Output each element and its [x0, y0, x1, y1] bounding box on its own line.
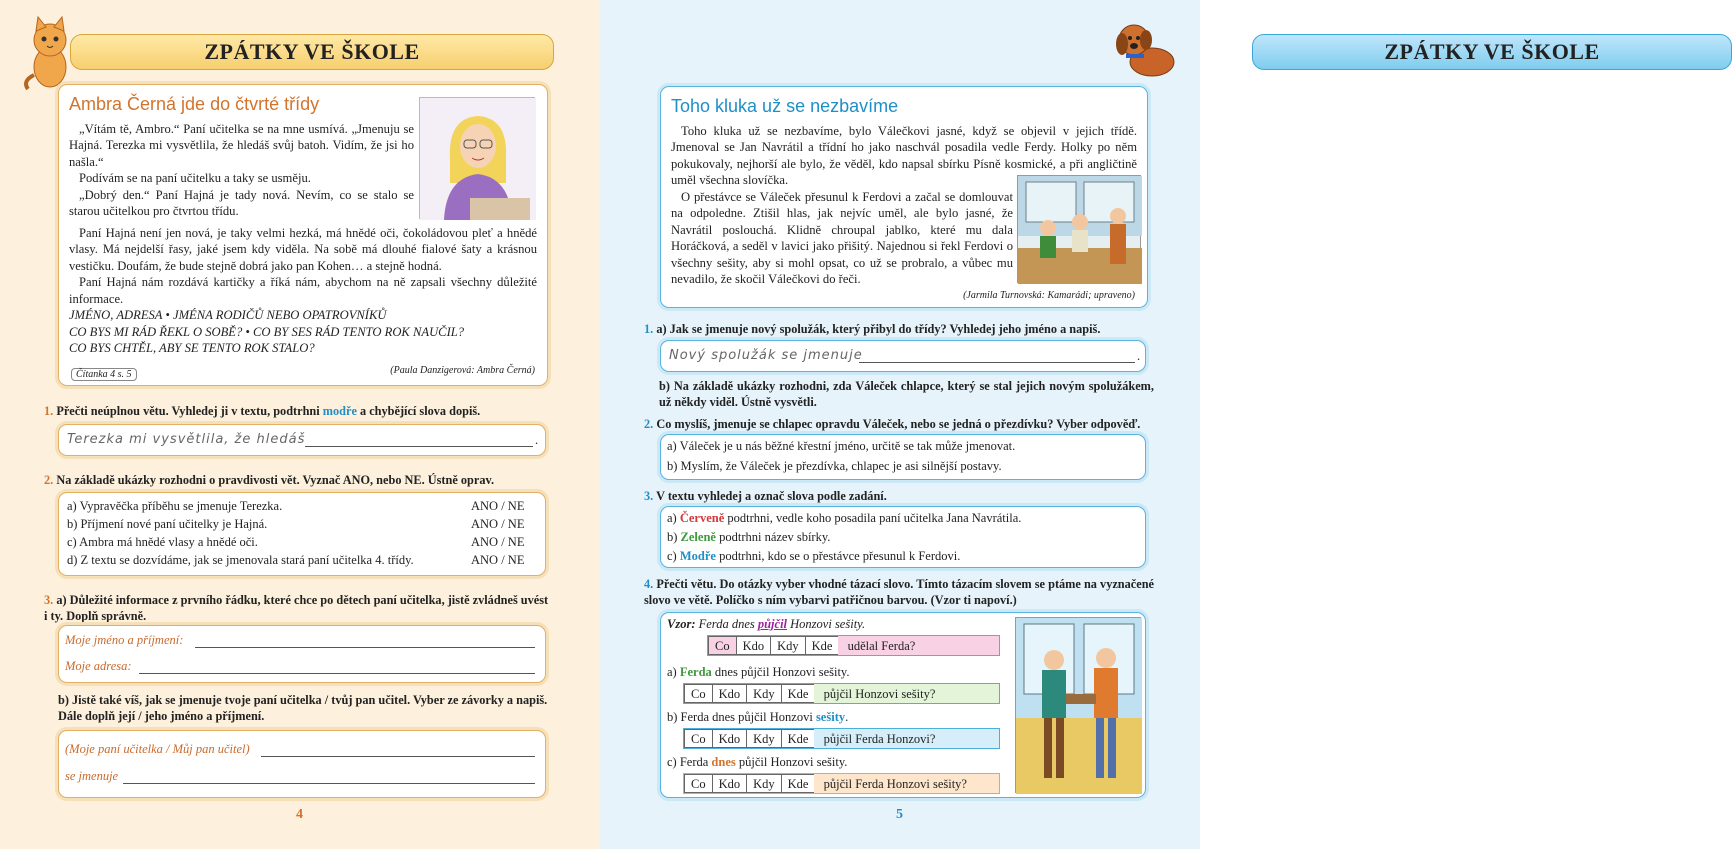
task-1b — [659, 378, 1154, 410]
story-paragraph: Toho kluka už se nezbavíme, bylo Válečkovi jasné, když se objevil v jejich třídě. Jmenoval se Jan Navrátil a třídní ho jako naschvál posadila vedle Ferdy. Holky po něm pokukovaly, nejhorší ale bylo, že věděl, kdo napsal sbírku Písně kosmické, a při angličtině uměl všechna slovíčka. — [671, 124, 1137, 188]
story-text-wide — [69, 225, 537, 307]
story-text — [69, 121, 414, 219]
answer-option[interactable]: a) Váleček je u nás běžné křestní jméno, určitě se tak může jmenovat. — [667, 439, 1016, 453]
story-source: (Jarmila Turnovská: Kamarádi; upraveno) — [963, 290, 1135, 301]
task-text: Přečti větu. Do otázky vyber vhodné tázací slovo. Tímto tázacím slovem se ptáme na vyznačené slovo ve větě. Políčko s ním vybarvi patřičnou barvou. (Vzor ti napoví.) — [644, 577, 1155, 607]
qword-kdy[interactable]: Kdy — [746, 774, 781, 793]
item-text: podtrhni, vedle koho posadila paní učitelka Jana Navrátila. — [724, 511, 1022, 525]
task-text: Co myslíš, jmenuje se chlapec opravdu Váleček, nebo se jedná o přezdívku? Vyber odpověď. — [656, 417, 1141, 431]
card-questions — [69, 307, 464, 357]
answer-period: . — [1137, 349, 1141, 363]
highlighted-word: sešity — [815, 710, 846, 724]
task-3b-box — [58, 730, 546, 798]
task-number: 2. — [644, 417, 654, 431]
task-4 — [644, 576, 1154, 608]
qword-kdo[interactable]: Kdo — [712, 729, 747, 748]
marking-instruction — [667, 511, 1021, 526]
question-rest: půjčil Ferda Honzovi sešity? — [823, 777, 967, 791]
question-rest: půjčil Ferda Honzovi? — [823, 732, 936, 746]
sentence-part: Honzovi sešity. — [787, 617, 866, 631]
address-input-line[interactable] — [139, 660, 535, 674]
task-text: Přečti neúplnou větu. Vyhledej ji v textu, podtrhni — [56, 404, 323, 418]
teacher-name-line[interactable] — [123, 770, 535, 784]
qword-kde[interactable]: Kde — [781, 729, 815, 748]
task-text: a) Důležité informace z prvního řádku, které chce po dětech paní učitelka, jistě zvládneš uvést i ty. Doplň správně. — [44, 593, 549, 623]
story-paragraph: „Dobrý den.“ Paní Hajná je tady nová. Nevím, co se stalo se starou učitelkou pro čtvrtou třídu. — [69, 187, 414, 219]
handwritten-prompt: Terezka mi vysvětlila, že hledáš — [67, 432, 306, 447]
story-paragraph: „Vítám tě, Ambro.“ Paní učitelka se na mne usmívá. „Jmenuju se Hajná. Terezka mi vysvětlila, že hledáš svůj batoh. Vidím, že jsi ho našla.“ — [69, 122, 414, 169]
question-rest: udělal Ferda? — [847, 639, 916, 653]
field-label: (Moje paní učitelka / Můj pan učitel) — [65, 742, 250, 756]
task-number: 2. — [44, 473, 54, 487]
statement: c) Ambra má hnědé vlasy a hnědé oči. — [67, 535, 258, 549]
task-text: a chybějící slova dopiš. — [356, 404, 481, 418]
qword-kde[interactable]: Kde — [781, 684, 815, 703]
question-rest: půjčil Honzovi sešity? — [823, 687, 936, 701]
task-2-box — [660, 434, 1146, 480]
qword-kdo[interactable]: Kdo — [736, 636, 771, 655]
qword-co[interactable]: Co — [684, 729, 712, 748]
color-word-blue: Modře — [679, 549, 716, 563]
task-2 — [44, 472, 554, 488]
task-number: 1. — [644, 322, 654, 336]
left-page — [0, 0, 600, 849]
color-word-green: Zeleně — [680, 530, 716, 544]
story-source: (Paula Danzigerová: Ambra Černá) — [390, 365, 535, 376]
dog-icon — [1112, 18, 1182, 80]
right-page — [600, 0, 1600, 849]
ano-ne-choice[interactable]: ANO / NE — [471, 517, 525, 531]
answer-option[interactable]: b) Myslím, že Váleček je přezdívka, chlapec je asi silnější postavy. — [667, 459, 1002, 473]
task-text: b) Jistě také víš, jak se jmenuje tvoje paní učitelka / tvůj pan učitel. Vyber ze závorky a napiš. Dále doplň její / jeho jméno a příjmení. — [58, 693, 548, 723]
qword-kdy[interactable]: Kdy — [746, 729, 781, 748]
task-2 — [644, 416, 1164, 432]
task-3b — [58, 692, 548, 724]
story-paragraph: Podívám se na paní učitelku a taky se usměju. — [79, 171, 311, 186]
qword-kdo[interactable]: Kdo — [712, 684, 747, 703]
marking-instruction — [667, 549, 960, 564]
answer-line[interactable] — [305, 433, 533, 447]
story-box — [660, 86, 1148, 308]
card-question-line: JMÉNO, ADRESA • JMÉNA RODIČŮ NEBO OPATROVNÍKŮ — [69, 308, 387, 322]
ano-ne-choice[interactable]: ANO / NE — [471, 535, 525, 549]
field-label: Moje adresa: — [65, 659, 132, 673]
ano-ne-choice[interactable]: ANO / NE — [471, 553, 525, 567]
color-word-red: Červeně — [679, 511, 725, 525]
question-row — [683, 683, 1000, 704]
name-input-line[interactable] — [195, 634, 535, 648]
story-paragraph: Paní Hajná není jen nová, je taky velmi hezká, má hnědé oči, čokoládovou pleť a hnědé vlasy. Má nejdelší řasy, jaké jsem kdy viděla. Na sobě má dlouhé fialové šaty a krásnou vestičku. Doufám, že bude stejně dobrá jako pan Kohen… a stejně hodná. — [69, 226, 537, 273]
story-text-narrow — [671, 189, 1013, 287]
task-text: a) Jak se jmenuje nový spolužák, který přibyl do třídy? Vyhledej jeho jméno a napiš. — [656, 322, 1101, 336]
story-title: Toho kluka už se nezbavíme — [671, 96, 899, 116]
item-prefix: b) — [667, 530, 681, 544]
task-number: 4. — [644, 577, 654, 591]
answer-line[interactable] — [859, 349, 1135, 363]
task-text: Na základě ukázky rozhodni o pravdivosti vět. Vyznač ANO, nebo NE. Ústně oprav. — [56, 473, 495, 487]
sentence-part: půjčil Honzovi sešity. — [735, 755, 848, 769]
highlighted-word: půjčil — [757, 617, 788, 631]
qword-kdy[interactable]: Kdy — [746, 684, 781, 703]
example-sentence — [667, 617, 865, 632]
example-label: Vzor: — [667, 617, 696, 631]
qword-co[interactable]: Co — [684, 774, 712, 793]
card-question-line: CO BYS CHTĚL, ABY SE TENTO ROK STALO? — [69, 341, 315, 355]
sentence-part: a) — [667, 665, 680, 679]
task-number: 1. — [44, 404, 54, 418]
item-prefix: a) — [667, 511, 680, 525]
sentence-part: . — [845, 710, 849, 724]
field-label: se jmenuje — [65, 769, 119, 783]
card-question-line: CO BYS MI RÁD ŘEKL O SOBĚ? • CO BY SES RÁD TENTO ROK NAUČIL? — [69, 324, 465, 339]
statement: d) Z textu se dozvídáme, jak se jmenovala stará paní učitelka 4. třídy. — [67, 553, 414, 567]
question-row — [683, 773, 1000, 794]
task-text: V textu vyhledej a označ slova podle zadání. — [656, 489, 887, 503]
item-prefix: c) — [667, 549, 680, 563]
example-question-row — [707, 635, 1000, 656]
story-paragraph: Paní Hajná nám rozdává kartičky a říká nám, abychom na ně zapsali všechny důležité informace. — [69, 275, 537, 306]
task-3a — [44, 592, 549, 624]
ano-ne-choice[interactable]: ANO / NE — [471, 499, 525, 513]
qword-kdo[interactable]: Kdo — [712, 774, 747, 793]
task-4-box — [660, 612, 1146, 798]
classroom-illustration — [1017, 175, 1141, 283]
page-header: ZPÁTKY VE ŠKOLE — [1252, 34, 1732, 70]
highlighted-word: dnes — [711, 755, 736, 769]
task-color-word: modře — [322, 404, 357, 418]
citanka-badge: Čítanka 4 s. 5 — [71, 368, 137, 381]
task-1-answer-box[interactable] — [660, 340, 1146, 372]
page-number: 5 — [896, 807, 903, 822]
item-text: podtrhni název sbírky. — [715, 530, 831, 544]
page-header: ZPÁTKY VE ŠKOLE — [70, 34, 554, 70]
exercise-sentence — [667, 665, 850, 680]
task-1a — [644, 321, 1164, 337]
page-number: 4 — [296, 807, 303, 822]
answer-period: . — [535, 433, 539, 447]
exercise-sentence — [667, 755, 847, 770]
marking-instruction — [667, 530, 830, 545]
story-box — [58, 84, 548, 386]
task-1 — [44, 403, 544, 419]
teacher-illustration — [419, 97, 535, 219]
qword-co[interactable]: Co — [684, 684, 712, 703]
task-3 — [644, 488, 1164, 504]
handwritten-prompt: Nový spolužák se jmenuje — [669, 348, 863, 363]
field-label: Moje jméno a příjmení: — [65, 633, 184, 647]
story-title: Ambra Černá jde do čtvrté třídy — [69, 94, 320, 114]
task-text: b) Na základě ukázky rozhodni, zda Váleček chlapce, který se stal jejich novým spolužákem, už někdy viděl. Ústně vysvětli. — [659, 379, 1154, 409]
qword-co[interactable]: Co — [708, 636, 736, 655]
statement: a) Vypravěčka příběhu se jmenuje Terezka. — [67, 499, 283, 513]
task-3a-box — [58, 625, 546, 683]
story-paragraph: O přestávce se Váleček přesunul k Ferdovi a začal se domlouvat na odpoledne. Ztišil hlas, jak nejvíc uměl, ale bylo jasné, že Navrátil poslouchá. Klidně chroupal jablko, které mu dala Horáčková, a seděl v lavici jako přišitý. Najednou si řekl Ferdovi o všechny sešity, aby si mohl opsat, co už se probralo, a vůbec mu nevadilo, že skočil Válečkovi do řeči. — [671, 190, 1013, 287]
highlighted-word: Ferda — [679, 665, 712, 679]
qword-kde[interactable]: Kde — [781, 774, 815, 793]
statement: b) Příjmení nové paní učitelky je Hajná. — [67, 517, 268, 531]
exercise-sentence — [667, 710, 848, 725]
boys-illustration — [1015, 617, 1141, 793]
sentence-part: dnes půjčil Honzovi sešity. — [711, 665, 850, 679]
teacher-choice-line[interactable] — [261, 743, 535, 757]
sentence-part: Ferda dnes — [695, 617, 758, 631]
task-3-box — [660, 506, 1146, 568]
task-number: 3. — [644, 489, 654, 503]
task-2-box — [58, 492, 546, 576]
qword-kdy[interactable]: Kdy — [770, 636, 805, 655]
task-1-answer-box[interactable] — [58, 424, 546, 456]
task-number: 3. — [44, 593, 54, 607]
sentence-part: c) Ferda — [667, 755, 712, 769]
sentence-part: b) Ferda dnes půjčil Honzovi — [667, 710, 816, 724]
question-row — [683, 728, 1000, 749]
item-text: podtrhni, kdo se o přestávce přesunul k Ferdovi. — [715, 549, 961, 563]
qword-kde[interactable]: Kde — [805, 636, 839, 655]
